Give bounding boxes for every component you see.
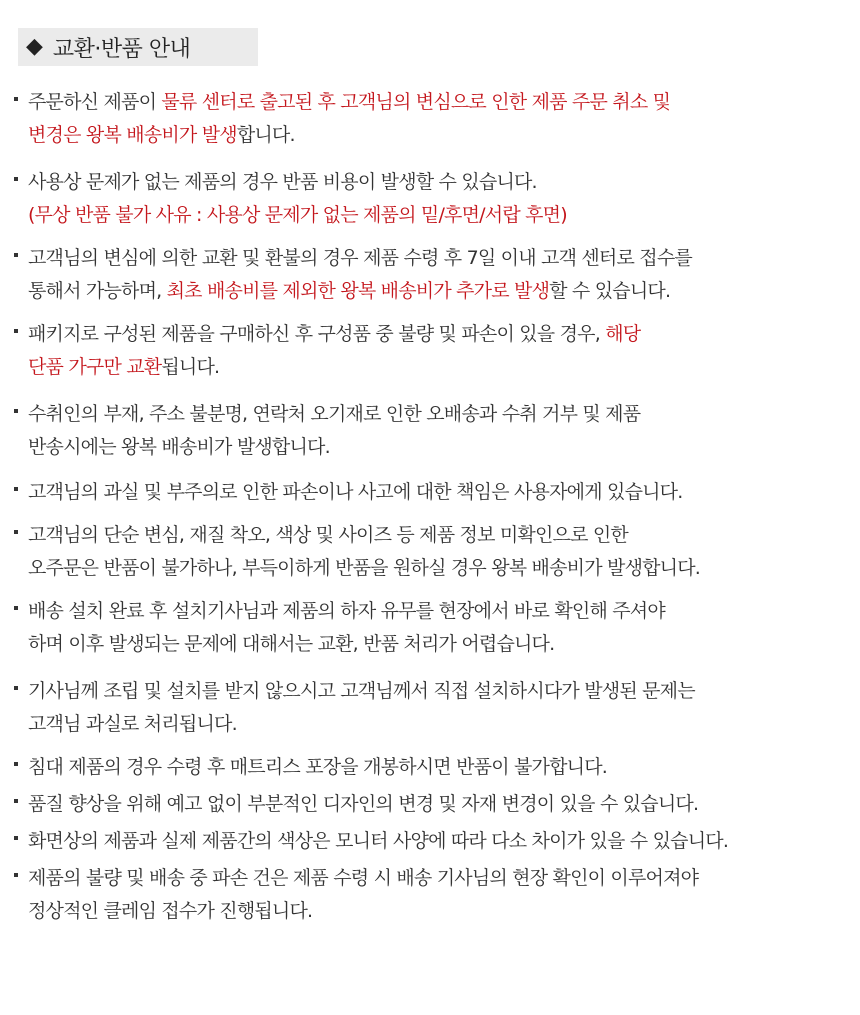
notice-text: 정상적인 클레임 접수가 진행됩니다. (28, 900, 313, 922)
highlighted-text: (무상 반품 불가 사유 : 사용상 문제가 없는 제품의 밑/후면/서랍 후면) (28, 204, 567, 226)
highlighted-text: 물류 센터로 출고된 후 고객님의 변심으로 인한 제품 주문 취소 및 (161, 91, 671, 113)
notice-item (14, 519, 854, 585)
notice-text: 침대 제품의 경우 수령 후 매트리스 포장을 개봉하시면 반품이 불가합니다. (28, 756, 608, 778)
notice-text: 고객님의 단순 변심, 재질 착오, 색상 및 사이즈 등 제품 정보 미확인으로 인한 (28, 524, 628, 546)
notice-item (14, 398, 854, 464)
highlighted-text: 해당 (605, 323, 641, 345)
bullet-icon (14, 253, 18, 257)
notice-item (14, 86, 854, 152)
bullet-icon (14, 177, 18, 181)
bullet-icon (14, 873, 18, 877)
notice-item (14, 318, 854, 384)
notice-line (28, 519, 854, 552)
notice-item (14, 166, 854, 232)
bullet-icon (14, 97, 18, 101)
highlighted-text: 최초 배송비를 제외한 왕복 배송비가 추가로 발생 (166, 280, 550, 302)
notice-line (28, 476, 854, 509)
notice-item (14, 825, 854, 858)
notice-line (28, 119, 854, 152)
notice-text: 됩니다. (161, 356, 220, 378)
notice-text: 화면상의 제품과 실제 제품간의 색상은 모니터 사양에 따라 다소 차이가 있을 수 있습니다. (28, 830, 729, 852)
notice-line (28, 675, 854, 708)
notice-item (14, 476, 854, 509)
notice-text: 하며 이후 발생되는 문제에 대해서는 교환, 반품 처리가 어렵습니다. (28, 633, 555, 655)
bullet-icon (14, 487, 18, 491)
notice-text: 고객님의 변심에 의한 교환 및 환불의 경우 제품 수령 후 7일 이내 고객 센터로 접수를 (28, 247, 692, 269)
bullet-icon (14, 836, 18, 840)
bullet-icon (14, 530, 18, 534)
notice-line (28, 751, 854, 784)
notice-line (28, 595, 854, 628)
notice-item (14, 751, 854, 784)
notice-line (28, 895, 854, 928)
notice-line (28, 862, 854, 895)
highlighted-text: 변경은 왕복 배송비가 발생 (28, 124, 237, 146)
bullet-icon (14, 409, 18, 413)
notice-text: 배송 설치 완료 후 설치기사님과 제품의 하자 유무를 현장에서 바로 확인해 주셔야 (28, 600, 665, 622)
notice-line (28, 199, 854, 232)
notice-text: 반송시에는 왕복 배송비가 발생합니다. (28, 436, 330, 458)
notice-line (28, 431, 854, 464)
bullet-icon (14, 606, 18, 610)
section-title: 교환·반품 안내 (52, 36, 191, 62)
notice-line (28, 166, 854, 199)
notice-item (14, 862, 854, 928)
notice-line (28, 398, 854, 431)
notice-text: 고객님의 과실 및 부주의로 인한 파손이나 사고에 대한 책임은 사용자에게 있습니다. (28, 481, 683, 503)
notice-line (28, 318, 854, 351)
bullet-icon (14, 762, 18, 766)
notice-line (28, 275, 854, 308)
notice-text: 기사님께 조립 및 설치를 받지 않으시고 고객님께서 직접 설치하시다가 발생된 문제는 (28, 680, 695, 702)
notice-item (14, 242, 854, 308)
notice-line (28, 86, 854, 119)
notice-text: 주문하신 제품이 (28, 91, 162, 113)
bullet-icon (14, 799, 18, 803)
notice-text: 제품의 불량 및 배송 중 파손 건은 제품 수령 시 배송 기사님의 현장 확인이 이루어져야 (28, 867, 699, 889)
notice-list (14, 86, 854, 928)
notice-text: 수취인의 부재, 주소 불분명, 연락처 오기재로 인한 오배송과 수취 거부 및 제품 (28, 403, 641, 425)
notice-line (28, 242, 854, 275)
notice-line (28, 552, 854, 585)
notice-item (14, 675, 854, 741)
notice-text: 할 수 있습니다. (549, 280, 671, 302)
bullet-icon (14, 329, 18, 333)
section-header (18, 28, 258, 66)
notice-text: 오주문은 반품이 불가하나, 부득이하게 반품을 원하실 경우 왕복 배송비가 발생합니다. (28, 557, 701, 579)
notice-text: 통해서 가능하며, (28, 280, 167, 302)
notice-item (14, 595, 854, 661)
notice-text: 패키지로 구성된 제품을 구매하신 후 구성품 중 불량 및 파손이 있을 경우, (28, 323, 606, 345)
notice-line (28, 708, 854, 741)
highlighted-text: 단품 가구만 교환 (28, 356, 162, 378)
bullet-icon (14, 686, 18, 690)
notice-line (28, 788, 854, 821)
diamond-icon: ◆ (26, 34, 43, 59)
notice-line (28, 351, 854, 384)
notice-item (14, 788, 854, 821)
notice-text: 사용상 문제가 없는 제품의 경우 반품 비용이 발생할 수 있습니다. (28, 171, 537, 193)
notice-text: 품질 향상을 위해 예고 없이 부분적인 디자인의 변경 및 자재 변경이 있을 수 있습니다. (28, 793, 699, 815)
notice-text: 고객님 과실로 처리됩니다. (28, 713, 237, 735)
notice-line (28, 825, 854, 858)
notice-line (28, 628, 854, 661)
notice-text: 합니다. (236, 124, 295, 146)
